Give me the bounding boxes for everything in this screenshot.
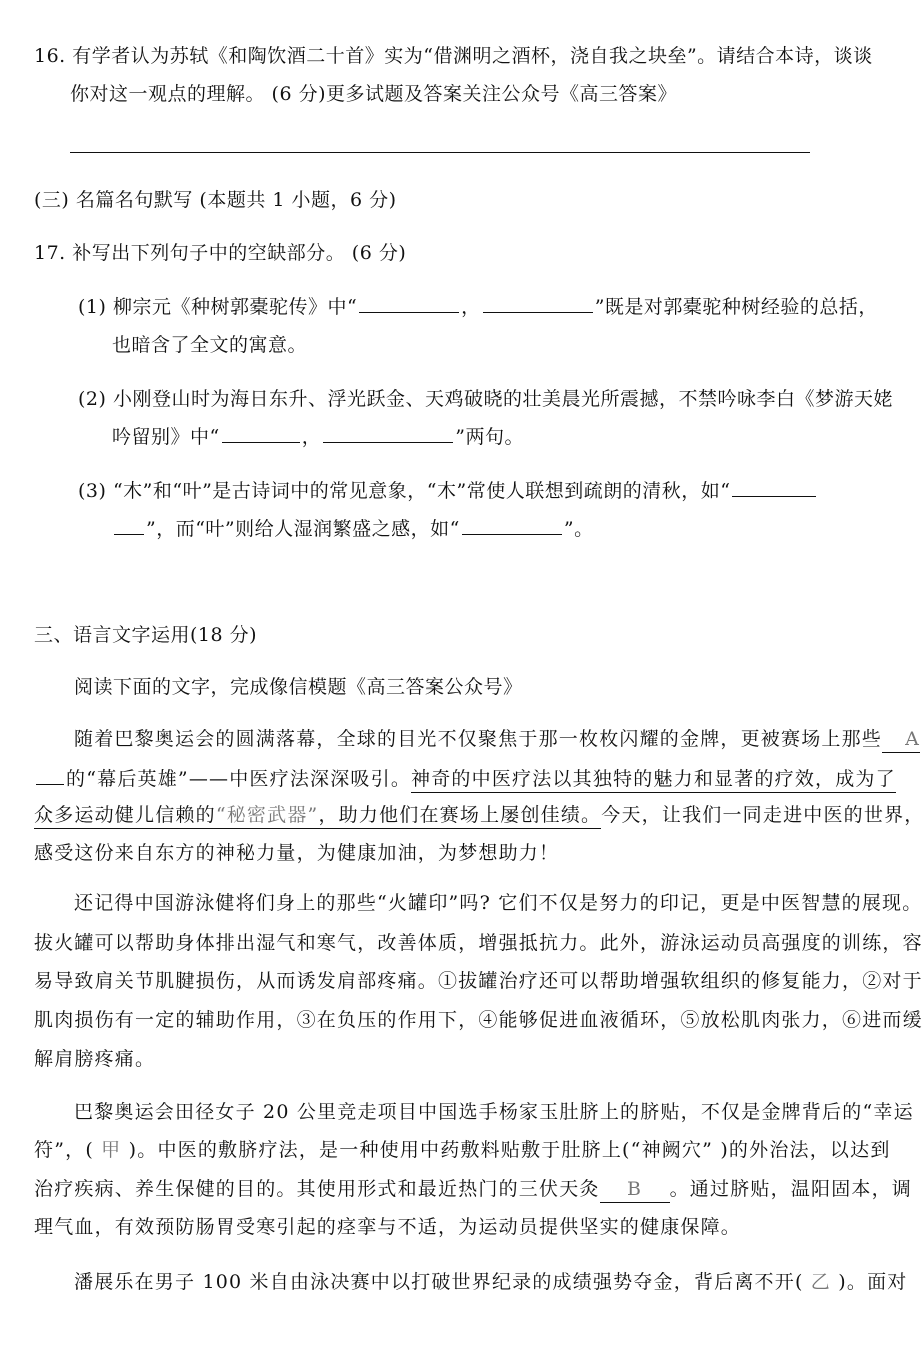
passage-line: 随着巴黎奥运会的圆满落幕，全球的目光不仅聚焦于那一枚枚闪耀的金牌，更被赛场上那些 A bbox=[74, 724, 920, 753]
passage-line: 还记得中国游泳健将们身上的那些“火罐印”吗? 它们不仅是努力的印记，更是中医智慧的展现。 bbox=[74, 892, 923, 914]
passage-line: 解肩膀疼痛。 bbox=[34, 1048, 156, 1070]
q16-line1: 16. 有学者认为苏轼《和陶饮酒二十首》实为“借渊明之酒杯，浇自我之块垒”。请结合本诗，谈谈 bbox=[34, 45, 873, 67]
q17-item3-line1: (3) “木”和“叶”是古诗词中的常见意象，“木”常使人联想到疏朗的清秋，如“ bbox=[78, 476, 818, 503]
fill-blank[interactable] bbox=[462, 518, 562, 535]
q17-item2-line1: (2) 小刚登山时为海日东升、浮光跃金、天鸡破晓的壮美晨光所震撼，不禁吟咏李白《梦游天姥 bbox=[78, 388, 893, 410]
underlined-sentence: 神奇的中医疗法以其独特的魅力和显著的疗效，成为了 bbox=[411, 768, 896, 793]
passage-line: 潘展乐在男子 100 米自由泳决赛中以打破世界纪录的成绩强势夺金，背后离不开( 乙 )。面对 bbox=[74, 1271, 908, 1293]
fill-blank[interactable] bbox=[483, 296, 593, 313]
fill-blank[interactable] bbox=[359, 296, 459, 313]
fill-blank[interactable] bbox=[114, 518, 144, 535]
passage-line: 众多运动健儿信赖的“秘密武器”，助力他们在赛场上屡创佳绩。今天，让我们一同走进中医的世界， bbox=[34, 800, 924, 827]
fill-blank[interactable] bbox=[222, 426, 300, 443]
section-3-title: (三) 名篇名句默写 (本题共 1 小题，6 分) bbox=[34, 189, 397, 211]
q17-item1-line2: 也暗含了全文的寓意。 bbox=[112, 334, 308, 356]
blank-b[interactable]: B bbox=[600, 1178, 670, 1203]
q17-item3-line2: ”，而“叶”则给人湿润繁盛之感，如“ ”。 bbox=[112, 514, 594, 541]
blank-yi[interactable]: 乙 bbox=[803, 1271, 839, 1293]
passage-line: 治疗疾病、养生保健的目的。其使用形式和最近热门的三伏天灸 B 。通过脐贴，温阳固本，调 bbox=[34, 1174, 912, 1203]
fill-blank[interactable] bbox=[323, 426, 453, 443]
blank-jia[interactable]: 甲 bbox=[93, 1139, 129, 1161]
passage-line: 理气血，有效预防肠胃受寒引起的痉挛与不适，为运动员提供坚实的健康保障。 bbox=[34, 1216, 742, 1238]
q17-item1-line1: (1) 柳宗元《种树郭橐驼传》中“ ， ”既是对郭橐驼种树经验的总括， bbox=[78, 296, 878, 318]
fill-blank[interactable] bbox=[732, 480, 816, 497]
part-3-title: 三、语言文字运用(18 分) bbox=[34, 624, 258, 646]
passage-line: 拔火罐可以帮助身体排出湿气和寒气，改善体质，增强抵抗力。此外，游泳运动员高强度的训练，容 bbox=[34, 932, 923, 954]
q17-title: 17. 补写出下列句子中的空缺部分。 (6 分) bbox=[34, 242, 407, 264]
part-3-intro: 阅读下面的文字，完成像信模题《高三答案公众号》 bbox=[74, 676, 523, 698]
passage-line: 巴黎奥运会田径女子 20 公里竞走项目中国选手杨家玉肚脐上的脐贴，不仅是金牌背后的“幸运 bbox=[74, 1101, 914, 1123]
answer-line bbox=[70, 152, 810, 153]
q16-line2: 你对这一观点的理解。 (6 分)更多试题及答案关注公众号《高三答案》 bbox=[70, 83, 677, 105]
passage-line: 易导致肩关节肌腱损伤，从而诱发肩部疼痛。①拔罐治疗还可以帮助增强软组织的修复能力，②对于 bbox=[34, 970, 923, 992]
passage-line: 符”，( 甲 )。中医的敷脐疗法，是一种使用中药敷料贴敷于肚脐上(“神阙穴” )的外治法，以达到 bbox=[34, 1139, 891, 1161]
blank-a[interactable]: A bbox=[882, 728, 920, 753]
passage-line: 的“幕后英雄”——中医疗法深深吸引。神奇的中医疗法以其独特的魅力和显著的疗效，成为了 bbox=[34, 764, 896, 791]
fill-blank[interactable] bbox=[36, 768, 64, 785]
passage-line: 肌肉损伤有一定的辅助作用，③在负压的作用下，④能够促进血液循环，⑤放松肌肉张力，⑥进而缓 bbox=[34, 1009, 923, 1031]
passage-line: 感受这份来自东方的神秘力量，为健康加油，为梦想助力！ bbox=[34, 842, 560, 864]
q17-item2-line2: 吟留别》中“ ， ”两句。 bbox=[112, 426, 524, 448]
